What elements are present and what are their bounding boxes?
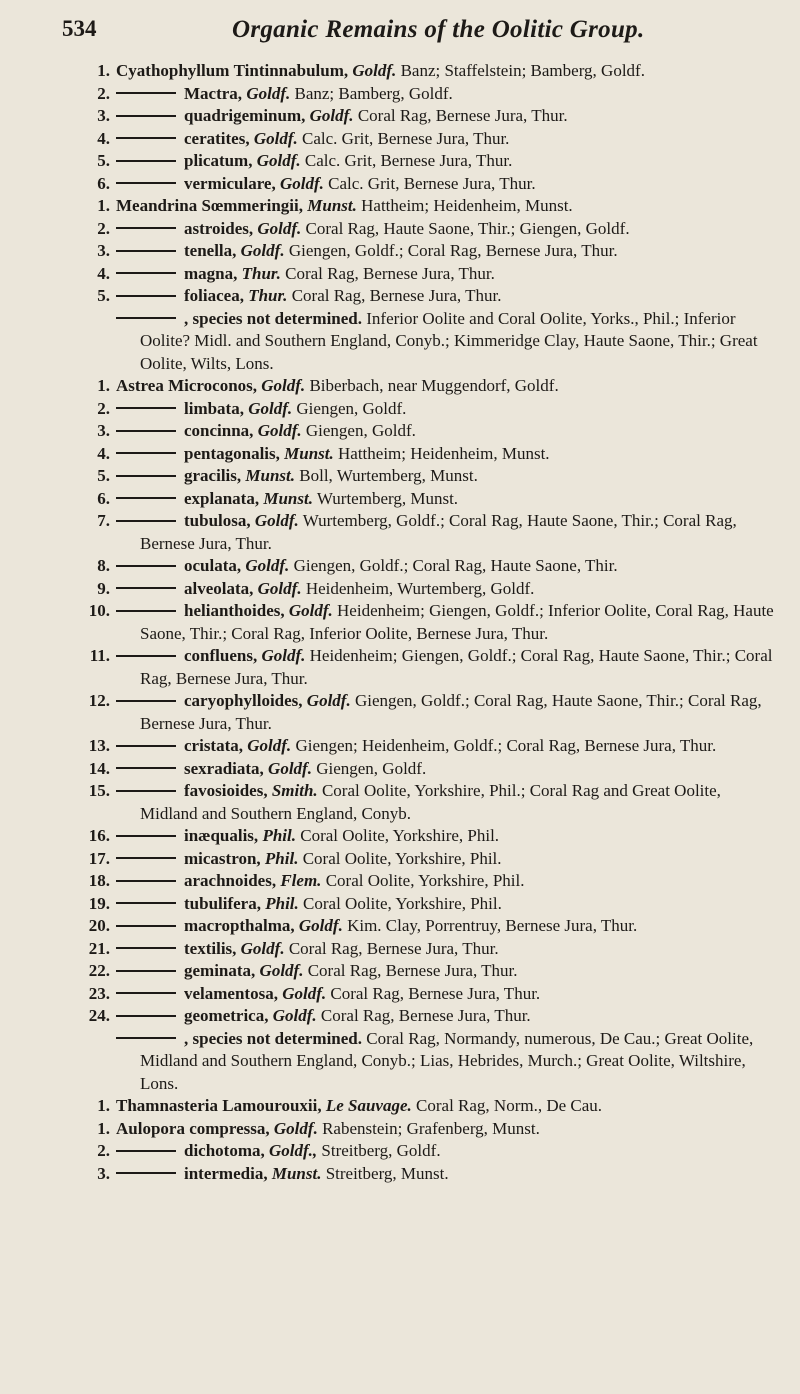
localities: Heidenheim; Giengen, Goldf.; Coral Rag, Haute Saone, Thir.; Coral Rag, Bernese Jura, Thur. — [140, 646, 773, 688]
localities: Streitberg, Goldf. — [321, 1141, 441, 1160]
entry-number: 14. — [88, 758, 110, 778]
species-name: foliacea, — [184, 286, 244, 305]
species-name: pentagonalis, — [184, 443, 280, 463]
list-item — [60, 150, 782, 173]
list-item — [60, 465, 782, 488]
localities: Calc. Grit, Bernese Jura, Thur. — [328, 173, 536, 193]
species-name: sexradiata, — [184, 758, 264, 778]
ditto-dash — [116, 655, 176, 657]
genus-name: Cyathophyllum — [116, 61, 230, 80]
species-name: tubulifera, — [184, 893, 261, 913]
ditto-dash — [116, 857, 176, 859]
ditto-dash — [116, 1015, 176, 1017]
species-name: caryophylloides, — [184, 691, 303, 710]
list-item — [60, 600, 782, 645]
localities: Boll, Wurtemberg, Munst. — [299, 466, 478, 485]
author-name: Munst. — [245, 466, 296, 485]
entry-text — [116, 420, 782, 443]
localities: Giengen, Goldf. — [296, 398, 407, 418]
localities: Biberbach, near Muggendorf, Goldf. — [309, 376, 559, 395]
entry-number: 24. — [88, 1006, 110, 1025]
entry-text — [116, 578, 782, 601]
ditto-dash — [116, 520, 176, 522]
ditto-dash — [116, 227, 176, 229]
ditto-dash — [116, 497, 176, 499]
list-item — [60, 893, 782, 916]
entry-number: 6. — [97, 173, 110, 193]
ditto-dash — [116, 700, 176, 702]
entry-number: 2. — [97, 83, 110, 103]
author-name: Goldf. — [279, 173, 324, 193]
list-item — [60, 848, 782, 871]
author-name: Goldf. — [352, 61, 397, 80]
localities: Giengen; Heidenheim, Goldf.; Coral Rag, Bernese Jura, Thur. — [295, 736, 717, 755]
species-name: , species not determined. — [184, 308, 363, 328]
localities: Wurtemberg, Goldf.; Coral Rag, Haute Saone, Thir.; Coral Rag, Bernese Jura, Thur. — [140, 511, 737, 553]
entry-number: 4. — [97, 443, 110, 463]
species-name: cristata, — [184, 736, 244, 755]
list-item — [60, 375, 782, 398]
entry-text — [116, 60, 782, 83]
localities: Banz; Bamberg, Goldf. — [294, 83, 453, 103]
ditto-dash — [116, 137, 176, 139]
localities: Coral Rag, Bernese Jura, Thur. — [285, 263, 495, 283]
species-name: concinna, — [184, 421, 254, 440]
species-name: Microconos, — [168, 376, 258, 395]
species-list — [60, 60, 782, 1185]
localities: Coral Oolite, Yorkshire, Phil.; Coral Rag and Great Oolite, Midland and Southern England, Conyb. — [140, 781, 721, 823]
entry-text — [116, 150, 782, 173]
species-name: , species not determined. — [184, 1028, 363, 1048]
localities: Coral Rag, Bernese Jura, Thur. — [291, 286, 502, 305]
entry-text — [116, 600, 782, 645]
entry-text — [116, 398, 782, 421]
entry-number: 16. — [88, 826, 110, 845]
ditto-dash — [116, 250, 176, 252]
genus-name: Aulopora — [116, 1118, 185, 1138]
localities: Coral Rag, Bernese Jura, Thur. — [357, 106, 568, 125]
species-name: arachnoides, — [184, 871, 277, 890]
entry-text — [116, 83, 782, 106]
ditto-dash — [116, 835, 176, 837]
list-item — [60, 1163, 782, 1186]
list-item — [60, 488, 782, 511]
species-name: intermedia, — [184, 1163, 268, 1183]
entry-text — [116, 173, 782, 196]
list-item — [60, 983, 782, 1006]
list-item — [60, 1005, 782, 1028]
species-name: vermiculare, — [184, 173, 276, 193]
list-item — [60, 398, 782, 421]
list-item — [60, 195, 782, 218]
author-name: Munst. — [307, 196, 357, 215]
entry-text — [116, 938, 782, 961]
localities: Coral Rag, Bernese Jura, Thur. — [307, 961, 518, 980]
species-name: alveolata, — [184, 578, 254, 598]
entry-number: 22. — [88, 961, 110, 980]
genus-name: Thamnasteria — [116, 1096, 218, 1115]
list-item — [60, 1028, 782, 1096]
entry-text — [116, 848, 782, 871]
entry-text — [116, 105, 782, 128]
entry-text — [116, 240, 782, 263]
ditto-dash — [116, 115, 176, 117]
species-name: dichotoma, — [184, 1141, 265, 1160]
localities: Coral Oolite, Yorkshire, Phil. — [325, 871, 525, 890]
author-name: Munst. — [263, 488, 313, 508]
author-name: Le Sauvage. — [325, 1096, 412, 1115]
species-name: oculata, — [184, 556, 242, 575]
species-name: plicatum, — [184, 151, 253, 170]
author-name: Goldf. — [261, 646, 306, 665]
ditto-dash — [116, 272, 176, 274]
species-name: geminata, — [184, 961, 256, 980]
list-item — [60, 83, 782, 106]
entry-number: 3. — [97, 421, 110, 440]
entry-number: 1. — [97, 376, 110, 395]
localities: Giengen, Goldf.; Coral Rag, Haute Saone, Thir. — [293, 556, 618, 575]
entry-text — [116, 645, 782, 690]
author-name: Goldf. — [282, 983, 327, 1003]
entry-number: 2. — [97, 398, 110, 418]
list-item — [60, 645, 782, 690]
author-name: Goldf. — [273, 1118, 318, 1138]
localities: Coral Rag, Bernese Jura, Thur. — [288, 938, 499, 958]
running-title: Organic Remains of the Oolitic Group. — [232, 16, 645, 43]
entry-number: 5. — [97, 286, 110, 305]
species-name: explanata, — [184, 488, 260, 508]
entry-number: 9. — [97, 578, 110, 598]
localities: Wurtemberg, Munst. — [316, 488, 459, 508]
localities: Coral Rag, Bernese Jura, Thur. — [320, 1006, 531, 1025]
list-item — [60, 578, 782, 601]
species-name: confluens, — [184, 646, 258, 665]
localities: Coral Oolite, Yorkshire, Phil. — [303, 893, 502, 913]
species-name: Lamourouxii, — [222, 1096, 322, 1115]
localities: Coral Rag, Bernese Jura, Thur. — [330, 983, 541, 1003]
entry-text — [116, 960, 782, 983]
author-name: Goldf. — [268, 758, 312, 778]
localities: Kim. Clay, Porrentruy, Bernese Jura, Thur. — [347, 916, 638, 935]
localities: Coral Oolite, Yorkshire, Phil. — [302, 848, 502, 868]
list-item — [60, 263, 782, 286]
localities: Inferior Oolite and Coral Oolite, Yorks., Phil.; Inferior Oolite? Midl. and Southern England, Conyb.; Kimmeridge Clay, Haute Saone, Thir.; Great Oolite, Wilts, Lons. — [140, 308, 758, 373]
list-item — [60, 1118, 782, 1141]
entry-text — [116, 1140, 782, 1163]
entry-number: 2. — [97, 1141, 110, 1160]
entry-number: 1. — [97, 1118, 110, 1138]
ditto-dash — [116, 475, 176, 477]
ditto-dash — [116, 407, 176, 409]
entry-number: 3. — [97, 1163, 110, 1183]
entry-text — [116, 555, 782, 578]
entry-number: 3. — [97, 241, 110, 260]
species-name: astroides, — [184, 218, 254, 238]
author-name: Phil. — [264, 848, 299, 868]
localities: Giengen, Goldf. — [305, 421, 416, 440]
entry-text — [116, 218, 782, 241]
ditto-dash — [116, 182, 176, 184]
species-name: velamentosa, — [184, 983, 278, 1003]
author-name: Flem. — [280, 871, 322, 890]
ditto-dash — [116, 1037, 176, 1039]
entry-number: 13. — [88, 736, 110, 755]
ditto-dash — [116, 565, 176, 567]
species-name: Mactra, — [184, 83, 243, 103]
species-name: textilis, — [184, 938, 237, 958]
entry-number: 5. — [97, 151, 110, 170]
entry-text — [116, 825, 782, 848]
entry-text — [116, 308, 782, 376]
list-item — [60, 1095, 782, 1118]
entry-number: 1. — [97, 61, 110, 80]
ditto-dash — [116, 317, 176, 319]
species-name: macropthalma, — [184, 916, 295, 935]
species-name: helianthoides, — [184, 601, 285, 620]
author-name: Phil. — [262, 826, 296, 845]
localities: Heidenheim; Giengen, Goldf.; Inferior Oolite, Coral Rag, Haute Saone, Thir.; Coral Rag, Inferior Oolite, Bernese Jura, Thur. — [140, 601, 774, 643]
ditto-dash — [116, 430, 176, 432]
author-name: Goldf. — [256, 151, 301, 170]
entry-number: 17. — [88, 848, 110, 868]
entry-text — [116, 780, 782, 825]
author-name: Goldf. — [257, 421, 302, 440]
species-name: favosioides, — [184, 781, 268, 800]
author-name: Goldf. — [261, 376, 306, 395]
entry-text — [116, 375, 782, 398]
entry-text — [116, 758, 782, 781]
ditto-dash — [116, 1172, 176, 1174]
entry-text — [116, 443, 782, 466]
ditto-dash — [116, 92, 176, 94]
species-name: inæqualis, — [184, 826, 259, 845]
species-name: ceratites, — [184, 128, 250, 148]
ditto-dash — [116, 970, 176, 972]
ditto-dash — [116, 992, 176, 994]
list-item — [60, 420, 782, 443]
author-name: Goldf. — [253, 128, 298, 148]
localities: Giengen, Goldf.; Coral Rag, Haute Saone, Thir.; Coral Rag, Bernese Jura, Thur. — [140, 691, 762, 733]
entry-number: 4. — [97, 128, 110, 148]
genus-name: Astrea — [116, 376, 164, 395]
localities: Giengen, Goldf. — [316, 758, 427, 778]
ditto-dash — [116, 452, 176, 454]
species-name: tenella, — [184, 241, 237, 260]
author-name: Thur. — [241, 263, 281, 283]
entry-number: 11. — [89, 646, 110, 665]
entry-number: 6. — [97, 488, 110, 508]
entry-number: 12. — [88, 691, 110, 710]
species-name: tubulosa, — [184, 511, 251, 530]
author-name: Goldf. — [257, 578, 302, 598]
ditto-dash — [116, 947, 176, 949]
entry-number: 8. — [97, 556, 110, 575]
localities: Coral Oolite, Yorkshire, Phil. — [300, 826, 500, 845]
author-name: Goldf. — [240, 938, 285, 958]
list-item — [60, 960, 782, 983]
list-item — [60, 443, 782, 466]
entry-text — [116, 893, 782, 916]
entry-text — [116, 1005, 782, 1028]
ditto-dash — [116, 295, 176, 297]
entry-text — [116, 870, 782, 893]
author-name: Goldf. — [257, 218, 302, 238]
entry-number: 19. — [88, 893, 110, 913]
ditto-dash — [116, 767, 176, 769]
localities: Banz; Staffelstein; Bamberg, Goldf. — [400, 61, 645, 80]
list-item — [60, 915, 782, 938]
localities: Calc. Grit, Bernese Jura, Thur. — [304, 151, 513, 170]
list-item — [60, 780, 782, 825]
list-item — [60, 105, 782, 128]
species-name: gracilis, — [184, 466, 242, 485]
entry-number: 10. — [88, 601, 110, 620]
species-name: geometrica, — [184, 1006, 269, 1025]
author-name: Goldf. — [288, 601, 333, 620]
localities: Streitberg, Munst. — [325, 1163, 449, 1183]
list-item — [60, 173, 782, 196]
species-name: compressa, — [189, 1118, 270, 1138]
list-item — [60, 690, 782, 735]
entry-text — [116, 1028, 782, 1096]
author-name: Goldf. — [254, 511, 299, 530]
ditto-dash — [116, 160, 176, 162]
entry-text — [116, 488, 782, 511]
author-name: Goldf. — [272, 1006, 317, 1025]
localities: Hattheim; Heidenheim, Munst. — [361, 196, 573, 215]
list-item — [60, 870, 782, 893]
genus-name: Meandrina — [116, 196, 198, 215]
entry-number: 3. — [97, 106, 110, 125]
entry-number: 1. — [97, 1096, 110, 1115]
ditto-dash — [116, 587, 176, 589]
localities: Heidenheim, Wurtemberg, Goldf. — [305, 578, 535, 598]
entry-text — [116, 465, 782, 488]
list-item — [60, 240, 782, 263]
entry-text — [116, 1163, 782, 1186]
ditto-dash — [116, 1150, 176, 1152]
entry-number: 20. — [88, 916, 110, 935]
author-name: Goldf. — [309, 106, 354, 125]
author-name: Goldf. — [259, 961, 304, 980]
localities: Calc. Grit, Bernese Jura, Thur. — [302, 128, 510, 148]
author-name: Smith. — [271, 781, 318, 800]
entry-text — [116, 285, 782, 308]
species-name: micastron, — [184, 848, 261, 868]
localities: Giengen, Goldf.; Coral Rag, Bernese Jura, Thur. — [288, 241, 618, 260]
ditto-dash — [116, 925, 176, 927]
entry-text — [116, 1095, 782, 1118]
author-name: Goldf. — [298, 916, 343, 935]
ditto-dash — [116, 745, 176, 747]
list-item — [60, 60, 782, 83]
author-name: Goldf. — [246, 83, 291, 103]
list-item — [60, 938, 782, 961]
localities: Hattheim; Heidenheim, Munst. — [338, 443, 550, 463]
list-item — [60, 758, 782, 781]
ditto-dash — [116, 880, 176, 882]
localities: Rabenstein; Grafenberg, Munst. — [322, 1118, 540, 1138]
page-number: 534 — [62, 16, 97, 41]
list-item — [60, 1140, 782, 1163]
ditto-dash — [116, 902, 176, 904]
entry-text — [116, 263, 782, 286]
localities: Coral Rag, Normandy, numerous, De Cau.; Great Oolite, Midland and Southern England, Conyb.; Lias, Hebrides, Murch.; Great Oolite, Wiltshire, Lons. — [140, 1028, 754, 1093]
author-name: Goldf. — [248, 398, 293, 418]
author-name: Goldf. — [240, 241, 285, 260]
entry-text — [116, 128, 782, 151]
localities: Coral Rag, Norm., De Cau. — [416, 1096, 603, 1115]
entry-number: 5. — [97, 466, 110, 485]
list-item — [60, 128, 782, 151]
entry-number: 21. — [88, 938, 110, 958]
author-name: Goldf. — [245, 556, 290, 575]
author-name: Goldf. — [247, 736, 292, 755]
page-header — [62, 16, 782, 48]
localities: Coral Rag, Haute Saone, Thir.; Giengen, Goldf. — [305, 218, 630, 238]
entry-number: 23. — [88, 983, 110, 1003]
entry-text — [116, 690, 782, 735]
entry-number: 2. — [97, 218, 110, 238]
entry-text — [116, 983, 782, 1006]
list-item — [60, 735, 782, 758]
list-item — [60, 308, 782, 376]
species-name: Sœmmeringii, — [201, 196, 304, 215]
species-name: Tintinnabulum, — [233, 61, 349, 80]
list-item — [60, 218, 782, 241]
author-name: Munst. — [271, 1163, 322, 1183]
ditto-dash — [116, 790, 176, 792]
entry-text — [116, 735, 782, 758]
author-name: Goldf. — [306, 691, 351, 710]
ditto-dash — [116, 610, 176, 612]
author-name: Phil. — [265, 893, 299, 913]
author-name: Munst. — [284, 443, 334, 463]
entry-number: 18. — [88, 871, 110, 890]
entry-number: 4. — [97, 263, 110, 283]
author-name: Thur. — [248, 286, 288, 305]
entry-text — [116, 915, 782, 938]
species-name: quadrigeminum, — [184, 106, 306, 125]
list-item — [60, 555, 782, 578]
list-item — [60, 510, 782, 555]
author-name: Goldf., — [269, 1141, 318, 1160]
entry-number: 15. — [88, 781, 110, 800]
entry-text — [116, 195, 782, 218]
species-name: limbata, — [184, 398, 244, 418]
species-name: magna, — [184, 263, 238, 283]
entry-text — [116, 1118, 782, 1141]
entry-text — [116, 510, 782, 555]
list-item — [60, 825, 782, 848]
list-item — [60, 285, 782, 308]
entry-number: 7. — [97, 511, 110, 530]
entry-number: 1. — [97, 196, 110, 215]
